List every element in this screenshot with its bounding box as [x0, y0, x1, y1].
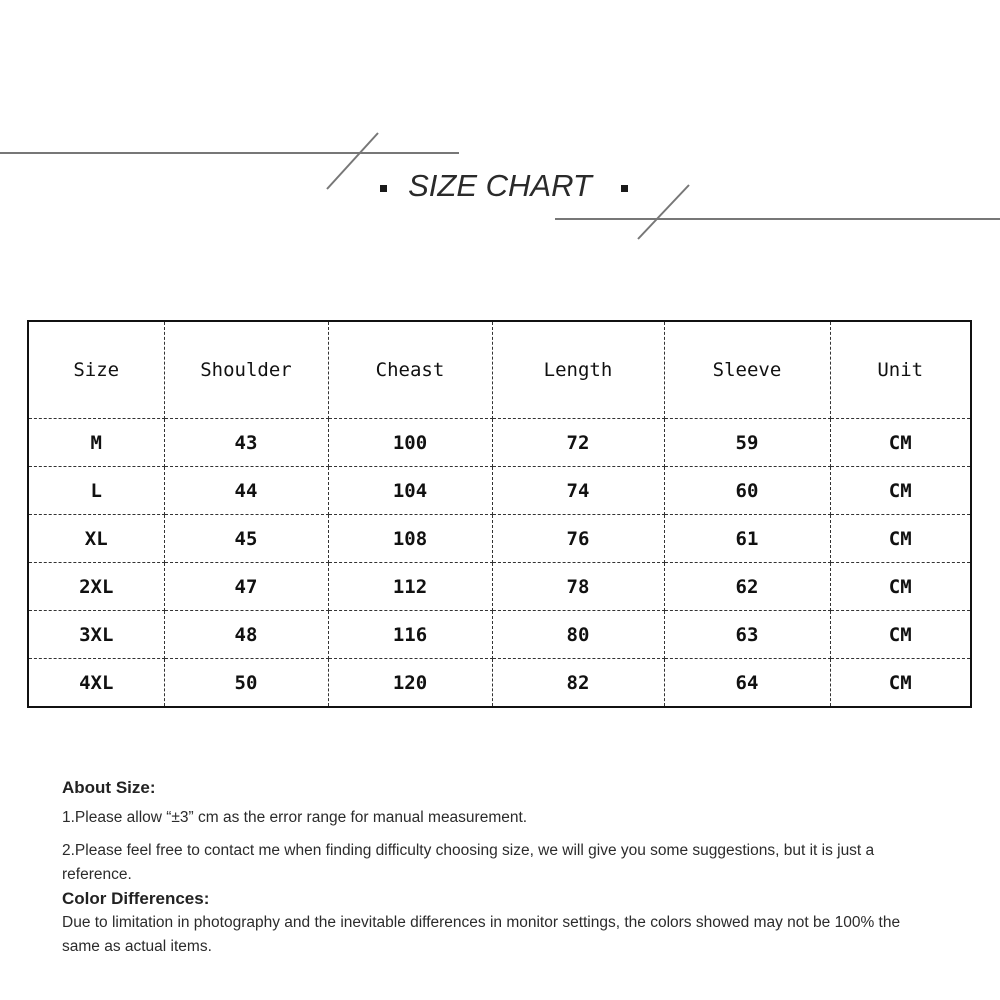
table-cell: 47 — [164, 563, 328, 611]
table-cell: CM — [830, 611, 971, 659]
table-cell: 44 — [164, 467, 328, 515]
table-cell: 112 — [328, 563, 492, 611]
table-cell: 64 — [664, 659, 830, 708]
table-cell: 60 — [664, 467, 830, 515]
table-cell: 50 — [164, 659, 328, 708]
table-cell: 72 — [492, 419, 664, 467]
table-row — [28, 563, 971, 611]
column-header: Cheast — [328, 321, 492, 419]
table-cell: 120 — [328, 659, 492, 708]
table-cell: CM — [830, 563, 971, 611]
table-cell: L — [28, 467, 164, 515]
table-row — [28, 419, 971, 467]
table-cell: CM — [830, 467, 971, 515]
notes-section — [62, 778, 942, 959]
table-cell: CM — [830, 515, 971, 563]
table-cell: 80 — [492, 611, 664, 659]
column-header: Size — [28, 321, 164, 419]
page-title: SIZE CHART — [408, 168, 592, 203]
table-cell: 116 — [328, 611, 492, 659]
table-cell: 76 — [492, 515, 664, 563]
table-cell: 59 — [664, 419, 830, 467]
table-cell: 100 — [328, 419, 492, 467]
table-cell: 82 — [492, 659, 664, 708]
column-header: Sleeve — [664, 321, 830, 419]
table-row — [28, 515, 971, 563]
color-differences-heading: Color Differences: — [62, 889, 210, 908]
header-decoration — [0, 0, 1000, 260]
table-cell: 4XL — [28, 659, 164, 708]
table-row — [28, 611, 971, 659]
table-cell: 2XL — [28, 563, 164, 611]
table-cell: 61 — [664, 515, 830, 563]
table-cell: CM — [830, 419, 971, 467]
table-cell: M — [28, 419, 164, 467]
right-title-bullet — [621, 185, 628, 192]
table-header-row — [28, 321, 971, 419]
table-row — [28, 659, 971, 708]
table-cell: 43 — [164, 419, 328, 467]
table-row — [28, 467, 971, 515]
color-differences-note: Due to limitation in photography and the inevitable differences in monitor settings, the colors showed may not be 100% the same as actual items. — [62, 914, 901, 955]
table-cell: CM — [888, 671, 912, 694]
column-header: Unit — [830, 321, 971, 419]
table-cell: 62 — [664, 563, 830, 611]
table-cell: XL — [28, 515, 164, 563]
table-cell: 104 — [328, 467, 492, 515]
table-cell: 74 — [492, 467, 664, 515]
column-header: Length — [492, 321, 664, 419]
about-size-note-2: 2.Please feel free to contact me when finding difficulty choosing size, we will give you some suggestions, but it is just a reference. — [62, 842, 875, 883]
column-header: Shoulder — [164, 321, 328, 419]
table-cell: 78 — [492, 563, 664, 611]
about-size-note-1: 1.Please allow “±3” cm as the error range for manual measurement. — [62, 809, 528, 826]
table-cell: 63 — [664, 611, 830, 659]
size-table — [27, 320, 972, 708]
table-cell: 48 — [164, 611, 328, 659]
table-cell: 108 — [328, 515, 492, 563]
about-size-heading: About Size: — [62, 778, 156, 797]
table-cell: 3XL — [28, 611, 164, 659]
table-cell: 45 — [164, 515, 328, 563]
